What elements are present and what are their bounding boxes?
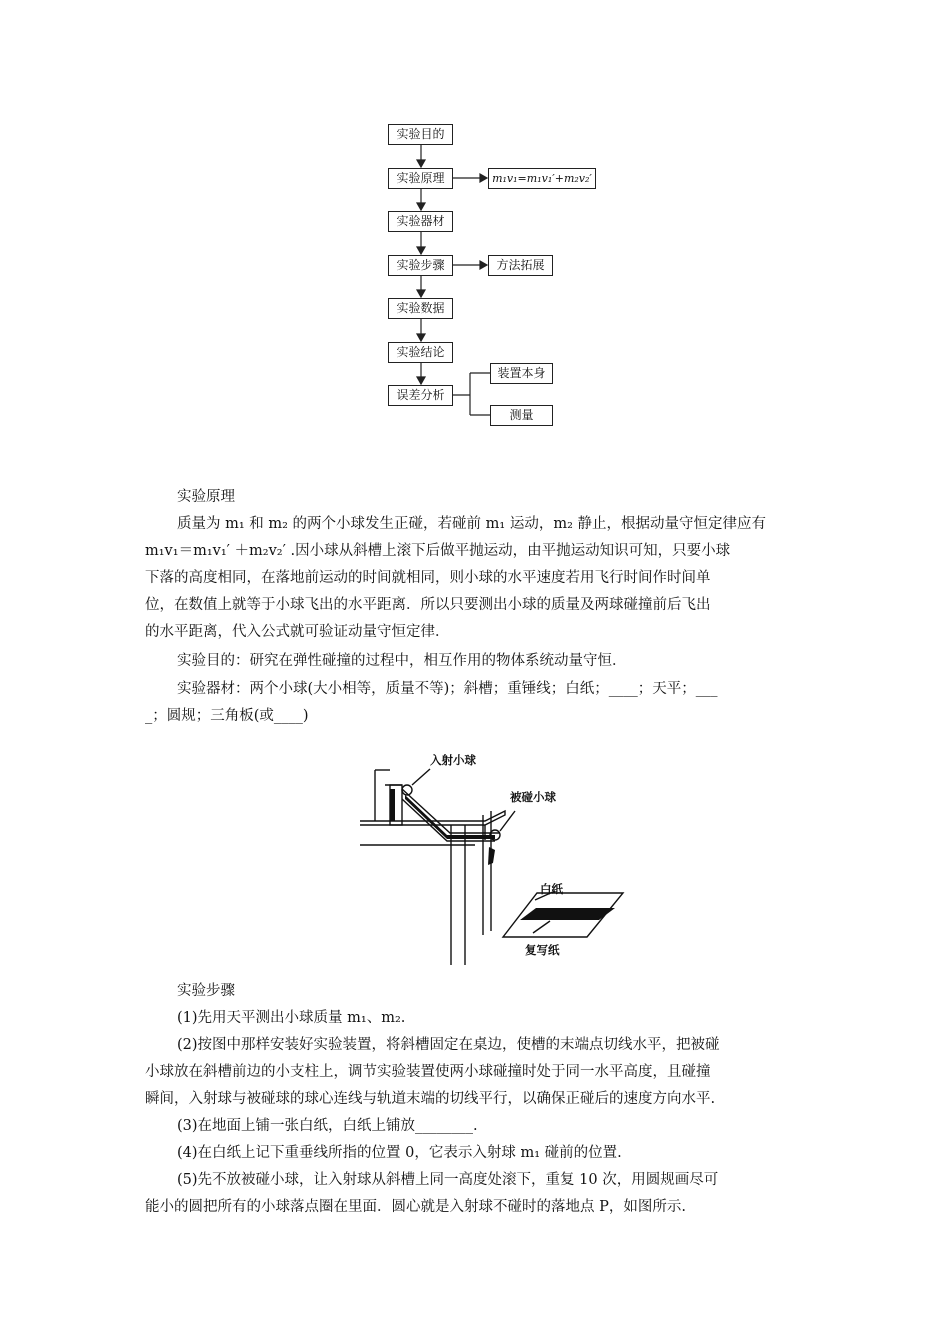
label-carbon-paper: 复写纸 [525, 943, 560, 957]
step-5-line-1: (5)先不放被碰小球，让入射球从斜槽上同一高度处滚下，重复 10 次，用圆规画尽可 [177, 1172, 719, 1188]
purpose-text: 实验目的：研究在弹性碰撞的过程中，相互作用的物体系统动量守恒． [177, 653, 627, 669]
flow-step-conclusion: 实验结论 [388, 342, 453, 363]
equipment-line-2: _；圆规；三角板(或____) [145, 708, 309, 724]
label-incident-ball: 入射小球 [430, 753, 476, 767]
step-4: (4)在白纸上记下重垂线所指的位置 0，它表示入射球 m₁ 碰前的位置. [177, 1145, 622, 1161]
flow-step-equipment: 实验器材 [388, 211, 453, 232]
flowchart-connectors [0, 0, 950, 440]
equipment-line-1: 实验器材：两个小球(大小相等，质量不等)；斜槽；重锤线；白纸；____；天平；___ [177, 681, 718, 697]
flow-step-data: 实验数据 [388, 298, 453, 319]
flow-step-purpose: 实验目的 [388, 124, 453, 145]
principle-heading: 实验原理 [177, 489, 235, 505]
flow-step-procedure: 实验步骤 [388, 255, 453, 276]
label-target-ball: 被碰小球 [510, 790, 556, 804]
step-5-line-2: 能小的圆把所有的小球落点圈在里面．圆心就是入射球不碰时的落地点 P，如图所示. [145, 1199, 686, 1215]
step-2-line-2: 小球放在斜槽前边的小支柱上，调节实验装置使两小球碰撞时处于同一水平高度，且碰撞 [145, 1064, 711, 1080]
principle-line-5: 的水平距离，代入公式就可验证动量守恒定律． [145, 624, 450, 640]
principle-line-3: 下落的高度相同，在落地前运动的时间就相同，则小球的水平速度若用飞行时间作时间单 [145, 570, 711, 586]
steps-heading: 实验步骤 [177, 983, 235, 999]
flow-step-principle: 实验原理 [388, 168, 453, 189]
flow-error-apparatus: 装置本身 [490, 363, 553, 384]
step-2-line-1: (2)按图中那样安装好实验装置，将斜槽固定在桌边，使槽的末端点切线水平，把被碰 [177, 1037, 720, 1053]
step-3: (3)在地面上铺一张白纸，白纸上铺放________. [177, 1118, 478, 1134]
principle-line-2: m₁v₁＝m₁v₁′ ＋m₂v₂′ .因小球从斜槽上滚下后做平抛运动，由平抛运动知识可知，只要小球 [145, 543, 731, 559]
flow-step-error-analysis: 误差分析 [388, 385, 453, 406]
label-white-paper: 白纸 [540, 882, 563, 896]
principle-line-4: 位，在数值上就等于小球飞出的水平距离．所以只要测出小球的质量及两球碰撞前后飞出 [145, 597, 711, 613]
principle-line-1: 质量为 m₁ 和 m₂ 的两个小球发生正碰，若碰前 m₁ 运动，m₂ 静止，根据动量守恒定律应有 [177, 516, 767, 532]
step-1: (1)先用天平测出小球质量 m₁、m₂. [177, 1010, 406, 1026]
flow-formula: m₁v₁=m₁v₁′+m₂v₂′ [488, 168, 596, 189]
flow-method-extension: 方法拓展 [488, 255, 553, 276]
apparatus-figure [355, 745, 635, 970]
flow-error-measurement: 测量 [490, 405, 553, 426]
step-2-line-3: 瞬间，入射球与被碰球的球心连线与轨道末端的切线平行，以确保正碰后的速度方向水平. [145, 1091, 716, 1107]
